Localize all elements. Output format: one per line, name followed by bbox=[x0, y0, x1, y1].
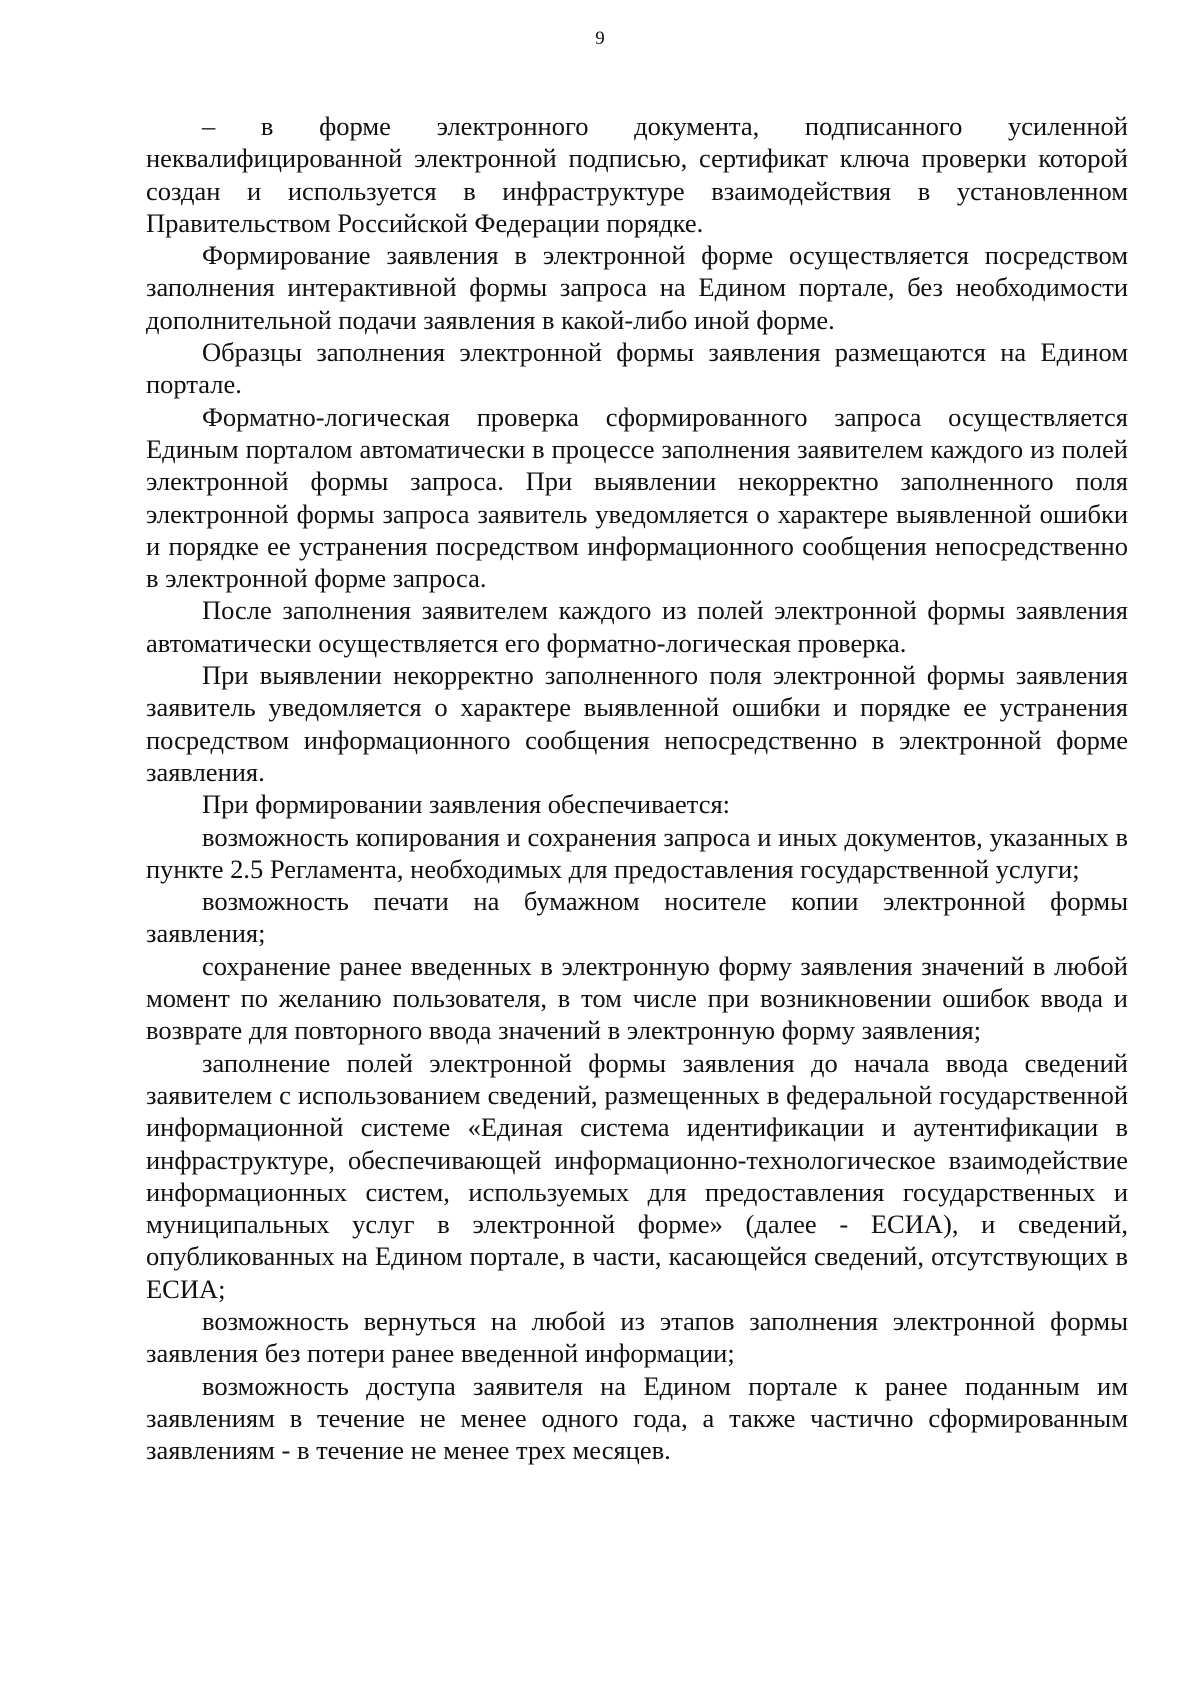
list-item-copy-save: возможность копирования и сохранения запроса и иных документов, указанных в пункте 2.5 Регламента, необходимых для предоставления государственной услуги; bbox=[146, 821, 1128, 884]
document-body bbox=[146, 110, 1128, 1466]
list-item-save-values: сохранение ранее введенных в электронную форму заявления значений в любой момент по желанию пользователя, в том числе при возникновении ошибок ввода и возврате для повторного ввода значений в электронную форму заявления; bbox=[146, 950, 1128, 1046]
list-item-esia-prefill: заполнение полей электронной формы заявления до начала ввода сведений заявителем с использованием сведений, размещенных в федеральной государственной информационной системе «Единая система идентификации и аутентификации в инфраструктуре, обеспечивающей информационно-технологическое взаимодействие информационных систем, используемых для предоставления государственных и муниципальных услуг в электронной форме» (далее - ЕСИА), и сведений, опубликованных на Едином портале, в части, касающейся сведений, отсутствующих в ЕСИА; bbox=[146, 1047, 1128, 1304]
paragraph-error-notification: При выявлении некорректно заполненного поля электронной формы заявления заявитель уведомляется о характере выявленной ошибки и порядке ее устранения посредством информационного сообщения непосредственно в электронной форме заявления. bbox=[146, 660, 1128, 787]
paragraph-electronic-signature: – в форме электронного документа, подписанного усиленной неквалифицированной электронной подписью, сертификат ключа проверки которой создан и используется в инфраструктуре взаимодействия в установленном Правительством Российской Федерации порядке. bbox=[146, 111, 1128, 238]
list-item-print: возможность печати на бумажном носителе копии электронной формы заявления; bbox=[146, 886, 1128, 949]
paragraph-form-creation: Формирование заявления в электронной форме осуществляется посредством заполнения интерактивной формы запроса на Едином портале, без необходимости дополнительной подачи заявления в какой-либо иной форме. bbox=[146, 240, 1128, 335]
paragraph-format-logic-check: Форматно-логическая проверка сформированного запроса осуществляется Единым порталом автоматически в процессе заполнения заявителем каждого из полей электронной формы запроса. При выявлении некорректно заполненного поля электронной формы запроса заявитель уведомляется о характере выявленной ошибки и порядке ее устранения посредством информационного сообщения непосредственно в электронной форме запроса. bbox=[146, 401, 1128, 594]
paragraph-after-filling: После заполнения заявителем каждого из полей электронной формы заявления автоматически осуществляется его форматно-логическая проверка. bbox=[146, 595, 1128, 658]
paragraph-provision-intro: При формировании заявления обеспечивается: bbox=[202, 789, 731, 820]
list-item-access-history: возможность доступа заявителя на Едином портале к ранее поданным им заявлениям в течение не менее одного года, а также частично сформированным заявлениям - в течение не менее трех месяцев. bbox=[146, 1370, 1128, 1466]
list-item-return-step: возможность вернуться на любой из этапов заполнения электронной формы заявления без потери ранее введенной информации; bbox=[146, 1305, 1128, 1369]
page-number: 9 bbox=[595, 28, 605, 49]
paragraph-form-samples: Образцы заполнения электронной формы заявления размещаются на Едином портале. bbox=[146, 337, 1128, 400]
